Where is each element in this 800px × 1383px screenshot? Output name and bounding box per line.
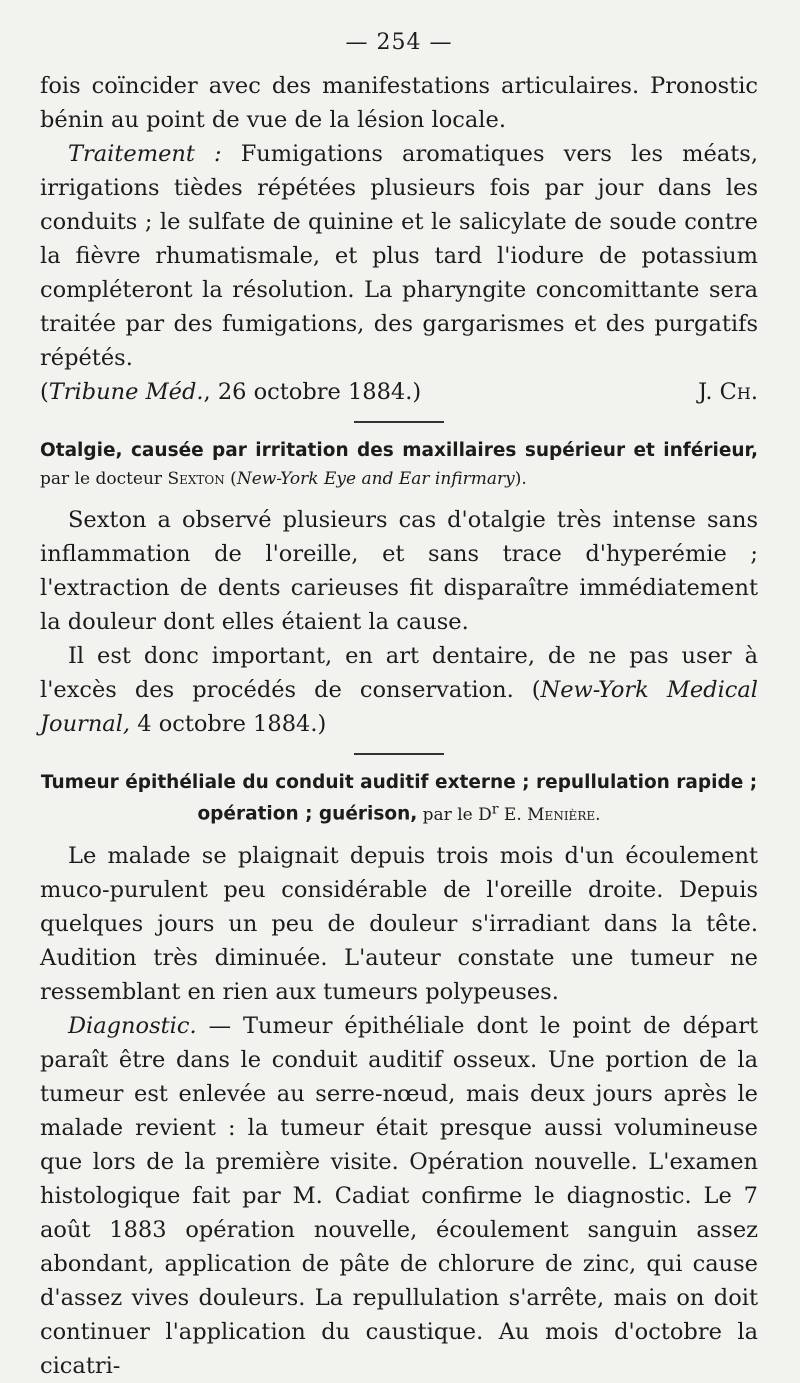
citation-open: ( xyxy=(40,379,49,405)
journal-date: 4 octobre 1884.) xyxy=(130,711,327,737)
heading-title: Tumeur épithéliale du conduit auditif externe ; repullulation rapide ; opération ; guérison, xyxy=(40,772,758,825)
citation-date: , 26 octobre 1884.) xyxy=(203,379,422,405)
section-heading-tumeur xyxy=(40,769,758,829)
paragraph-case: Le malade se plaignait depuis trois mois d'un écoulement muco-purulent peu considérable de l'oreille droite. Depuis quelques jours un peu de douleur s'irradiant dans la tête. Audition très diminuée. L'auteur constate une tumeur ne ressemblant en rien aux tumeurs polypeuses. xyxy=(40,842,758,1005)
heading-title: Otalgie, causée par irritation des maxillaires supérieur et inférieur, xyxy=(40,440,758,461)
paragraph-treatment xyxy=(40,137,758,375)
byline-open: ( xyxy=(224,469,237,489)
byline-prefix: par le docteur xyxy=(40,469,168,489)
byline-superscript: r xyxy=(491,801,499,817)
diagnostic-label: Diagnostic. xyxy=(68,1012,197,1039)
journal-name: New-York Medical Journal, xyxy=(40,677,758,737)
citation-source: Tribune Méd. xyxy=(48,379,204,405)
citation-line xyxy=(40,375,758,409)
section-heading-otalgie xyxy=(40,437,758,493)
paragraph-sexton: Sexton a observé plusieurs cas d'otalgie très intense sans inflammation de l'oreille, et sans trace d'hyperémie ; l'extraction de dents carieuses fit disparaître immédiatement la douleur dont elles étaient la cause. xyxy=(40,507,758,635)
byline-close: ). xyxy=(514,469,527,489)
author-name: E. Menière. xyxy=(498,804,601,825)
citation xyxy=(40,375,421,409)
signature: J. Ch. xyxy=(698,379,758,405)
paragraph-diagnostic xyxy=(40,1009,758,1383)
conclusion-text: Il est donc important, en art dentaire, de ne pas user à l'excès des procédés de conservation. ( xyxy=(40,643,758,703)
treatment-text: Fumigations aromatiques vers les méats, irrigations tièdes répétées plusieurs fois par jour dans les conduits ; le sulfate de quinine et le salicylate de soude contre la fièvre rhumatismale, et plus tard l'iodure de potassium compléteront la résolution. La pharyngite concomittante sera traitée par des fumigations, des gargarismes et des purgatifs répétés. xyxy=(40,141,758,371)
paragraph-conclusion xyxy=(40,639,758,741)
heading-byline xyxy=(417,801,601,825)
section-divider xyxy=(354,753,444,755)
heading-byline xyxy=(40,469,527,489)
affiliation: New-York Eye and Ear infirmary xyxy=(236,469,515,489)
paragraph-prognosis: fois coïncider avec des manifestations articulaires. Pronostic bénin au point de vue de la lésion locale. xyxy=(40,73,758,133)
section-divider xyxy=(354,421,444,423)
author-name: Sexton xyxy=(167,469,225,489)
page-number: — 254 — xyxy=(345,30,453,55)
treatment-label: Traitement : xyxy=(68,141,222,167)
diagnostic-text: — Tumeur épithéliale dont le point de départ paraît être dans le conduit auditif osseux. Une portion de la tumeur est enlevée au serre-nœud, mais deux jours après le malade revient : la tumeur était presque aussi volumineuse que lors de la première visite. Opération nouvelle. L'examen histologique fait par M. Cadiat confirme le diagnostic. Le 7 août 1883 opération nouvelle, écoulement sanguin assez abondant, application de pâte de chlorure de zinc, qui cause d'assez vives douleurs. La repullulation s'arrête, mais on doit continuer l'application du caustique. Au mois d'octobre la cicatri- xyxy=(40,1012,758,1379)
byline-prefix: par le D xyxy=(417,804,492,825)
